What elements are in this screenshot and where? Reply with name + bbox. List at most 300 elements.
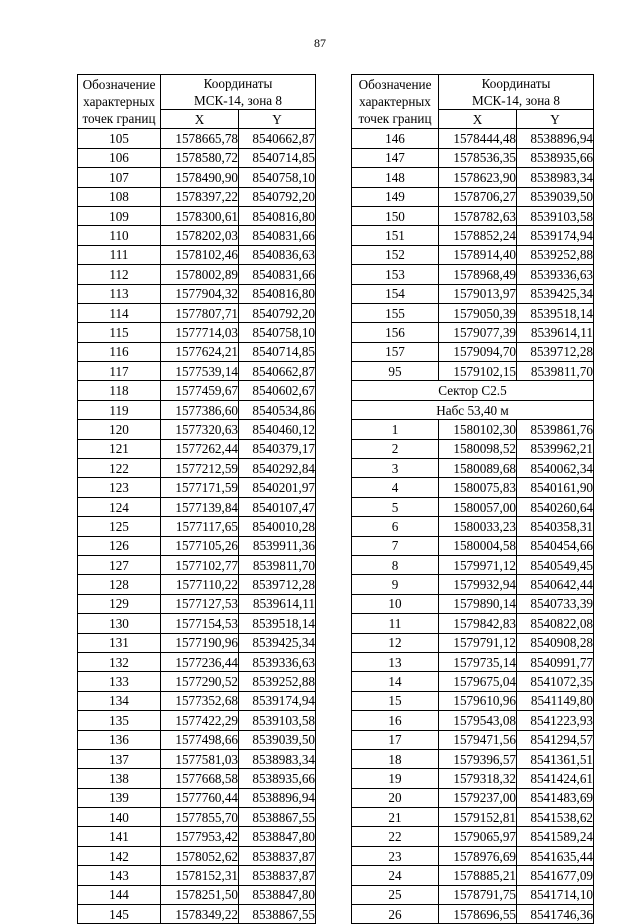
x-coordinate-cell: 1579842,83 [439, 614, 517, 633]
x-column-header: X [439, 110, 517, 129]
y-coordinate-cell: 8538983,34 [239, 749, 316, 768]
y-coordinate-cell: 8540602,67 [239, 381, 316, 400]
point-id-cell: 155 [352, 303, 439, 322]
x-coordinate-cell: 1577110,22 [161, 575, 239, 594]
x-coordinate-cell: 1577624,21 [161, 342, 239, 361]
x-coordinate-cell: 1577190,96 [161, 633, 239, 652]
point-id-cell: 18 [352, 749, 439, 768]
y-coordinate-cell: 8539174,94 [517, 226, 594, 245]
point-id-cell: 17 [352, 730, 439, 749]
y-coordinate-cell: 8540379,17 [239, 439, 316, 458]
point-id-cell: 6 [352, 517, 439, 536]
table-row [78, 594, 316, 613]
y-coordinate-cell: 8539518,14 [239, 614, 316, 633]
point-id-cell: 123 [78, 478, 161, 497]
x-coordinate-cell: 1578251,50 [161, 885, 239, 904]
y-coordinate-cell: 8540908,28 [517, 633, 594, 652]
table-row [78, 905, 316, 924]
table-row [352, 691, 594, 710]
y-coordinate-cell: 8539811,70 [239, 555, 316, 574]
point-id-cell: 115 [78, 323, 161, 342]
x-coordinate-cell: 1578914,40 [439, 245, 517, 264]
y-column-header: Y [517, 110, 594, 129]
table-row [78, 381, 316, 400]
table-row [352, 749, 594, 768]
y-coordinate-cell: 8540662,87 [239, 129, 316, 148]
x-coordinate-cell: 1577807,71 [161, 303, 239, 322]
x-coordinate-cell: 1578300,61 [161, 206, 239, 225]
table-row [78, 478, 316, 497]
table-row [352, 866, 594, 885]
point-id-cell: 137 [78, 749, 161, 768]
table-row [352, 575, 594, 594]
y-coordinate-cell: 8540792,20 [239, 187, 316, 206]
table-row [352, 303, 594, 322]
point-column-header: Обозначение характерных точек границ [78, 75, 161, 129]
x-coordinate-cell: 1578002,89 [161, 265, 239, 284]
x-coordinate-cell: 1579791,12 [439, 633, 517, 652]
y-coordinate-cell: 8540816,80 [239, 206, 316, 225]
x-coordinate-cell: 1577422,29 [161, 711, 239, 730]
point-id-cell: 10 [352, 594, 439, 613]
table-row [78, 206, 316, 225]
x-coordinate-cell: 1577459,67 [161, 381, 239, 400]
point-id-cell: 3 [352, 459, 439, 478]
x-coordinate-cell: 1577386,60 [161, 400, 239, 419]
point-id-cell: 108 [78, 187, 161, 206]
point-id-cell: 154 [352, 284, 439, 303]
point-id-cell: 13 [352, 652, 439, 671]
x-coordinate-cell: 1578706,27 [439, 187, 517, 206]
x-coordinate-cell: 1577236,44 [161, 652, 239, 671]
x-coordinate-cell: 1578444,48 [439, 129, 517, 148]
x-coordinate-cell: 1579971,12 [439, 555, 517, 574]
x-coordinate-cell: 1577105,26 [161, 536, 239, 555]
x-coordinate-cell: 1577498,66 [161, 730, 239, 749]
point-id-cell: 142 [78, 846, 161, 865]
point-id-cell: 5 [352, 497, 439, 516]
y-coordinate-cell: 8541714,10 [517, 885, 594, 904]
x-coordinate-cell: 1577581,03 [161, 749, 239, 768]
table-row [352, 788, 594, 807]
table-row [78, 808, 316, 827]
y-coordinate-cell: 8539039,50 [517, 187, 594, 206]
y-coordinate-cell: 8541361,51 [517, 749, 594, 768]
x-coordinate-cell: 1579543,08 [439, 711, 517, 730]
y-coordinate-cell: 8540792,20 [239, 303, 316, 322]
table-row [352, 245, 594, 264]
point-id-cell: 116 [78, 342, 161, 361]
x-coordinate-cell: 1578152,31 [161, 866, 239, 885]
x-coordinate-cell: 1579396,57 [439, 749, 517, 768]
table-row [78, 284, 316, 303]
point-id-cell: 113 [78, 284, 161, 303]
point-id-cell: 134 [78, 691, 161, 710]
y-coordinate-cell: 8540831,66 [239, 226, 316, 245]
point-id-cell: 129 [78, 594, 161, 613]
point-id-cell: 148 [352, 168, 439, 187]
y-coordinate-cell: 8540991,77 [517, 652, 594, 671]
point-id-cell: 136 [78, 730, 161, 749]
x-coordinate-cell: 1579077,39 [439, 323, 517, 342]
table-row [78, 614, 316, 633]
y-coordinate-cell: 8539962,21 [517, 439, 594, 458]
x-coordinate-cell: 1578791,75 [439, 885, 517, 904]
y-coordinate-cell: 8541677,09 [517, 866, 594, 885]
point-id-cell: 124 [78, 497, 161, 516]
x-coordinate-cell: 1579471,56 [439, 730, 517, 749]
table-row [78, 827, 316, 846]
y-coordinate-cell: 8541424,61 [517, 769, 594, 788]
x-coordinate-cell: 1579102,15 [439, 362, 517, 381]
table-row [352, 497, 594, 516]
section-title: Сектор С2.5 [352, 381, 594, 400]
point-id-cell: 9 [352, 575, 439, 594]
section-subtitle: Набс 53,40 м [352, 400, 594, 419]
point-id-cell: 135 [78, 711, 161, 730]
x-coordinate-cell: 1577127,53 [161, 594, 239, 613]
x-coordinate-cell: 1577855,70 [161, 808, 239, 827]
y-coordinate-cell: 8538896,94 [517, 129, 594, 148]
x-coordinate-cell: 1578852,24 [439, 226, 517, 245]
y-coordinate-cell: 8538867,55 [239, 905, 316, 924]
table-row [352, 148, 594, 167]
y-coordinate-cell: 8540107,47 [239, 497, 316, 516]
x-coordinate-cell: 1577320,63 [161, 420, 239, 439]
x-coordinate-cell: 1577212,59 [161, 459, 239, 478]
x-coordinate-cell: 1577154,53 [161, 614, 239, 633]
x-coordinate-cell: 1579932,94 [439, 575, 517, 594]
x-coordinate-cell: 1577352,68 [161, 691, 239, 710]
table-row [78, 555, 316, 574]
table-row [78, 536, 316, 555]
y-coordinate-cell: 8538847,80 [239, 885, 316, 904]
point-id-cell: 145 [78, 905, 161, 924]
table-row [78, 168, 316, 187]
y-coordinate-cell: 8539103,58 [239, 711, 316, 730]
y-coordinate-cell: 8539712,28 [239, 575, 316, 594]
point-id-cell: 150 [352, 206, 439, 225]
point-id-cell: 19 [352, 769, 439, 788]
table-row [78, 730, 316, 749]
x-coordinate-cell: 1580089,68 [439, 459, 517, 478]
point-id-cell: 120 [78, 420, 161, 439]
point-id-cell: 122 [78, 459, 161, 478]
table-row [78, 420, 316, 439]
table-row [352, 672, 594, 691]
table-row [78, 265, 316, 284]
table-row [78, 362, 316, 381]
x-coordinate-cell: 1578536,35 [439, 148, 517, 167]
y-coordinate-cell: 8538837,87 [239, 846, 316, 865]
table-row [352, 362, 594, 381]
y-coordinate-cell: 8539252,88 [239, 672, 316, 691]
point-id-cell: 140 [78, 808, 161, 827]
point-id-cell: 144 [78, 885, 161, 904]
point-id-cell: 133 [78, 672, 161, 691]
y-coordinate-cell: 8539174,94 [239, 691, 316, 710]
x-coordinate-cell: 1577714,03 [161, 323, 239, 342]
x-coordinate-cell: 1577904,32 [161, 284, 239, 303]
y-coordinate-cell: 8538935,66 [517, 148, 594, 167]
point-column-header: Обозначение характерных точек границ [352, 75, 439, 129]
table-row [78, 691, 316, 710]
table-row [352, 284, 594, 303]
table-row [352, 420, 594, 439]
y-coordinate-cell: 8539336,63 [239, 652, 316, 671]
table-row [352, 730, 594, 749]
x-coordinate-cell: 1580098,52 [439, 439, 517, 458]
table-row [352, 459, 594, 478]
point-id-cell: 127 [78, 555, 161, 574]
point-id-cell: 139 [78, 788, 161, 807]
y-coordinate-cell: 8539252,88 [517, 245, 594, 264]
point-id-cell: 16 [352, 711, 439, 730]
x-coordinate-cell: 1578397,22 [161, 187, 239, 206]
point-id-cell: 153 [352, 265, 439, 284]
table-row [78, 885, 316, 904]
point-id-cell: 143 [78, 866, 161, 885]
point-id-cell: 147 [352, 148, 439, 167]
x-coordinate-cell: 1577102,77 [161, 555, 239, 574]
x-coordinate-cell: 1580102,30 [439, 420, 517, 439]
point-id-cell: 107 [78, 168, 161, 187]
table-row [78, 148, 316, 167]
y-coordinate-cell: 8541635,44 [517, 846, 594, 865]
y-coordinate-cell: 8541223,93 [517, 711, 594, 730]
x-coordinate-cell: 1579094,70 [439, 342, 517, 361]
table-row [78, 459, 316, 478]
table-row [352, 614, 594, 633]
y-coordinate-cell: 8540831,66 [239, 265, 316, 284]
x-coordinate-cell: 1577668,58 [161, 769, 239, 788]
coordinates-table-left [77, 74, 316, 924]
point-id-cell: 106 [78, 148, 161, 167]
y-coordinate-cell: 8538867,55 [239, 808, 316, 827]
table-row [78, 323, 316, 342]
x-coordinate-cell: 1580057,00 [439, 497, 517, 516]
x-coordinate-cell: 1578885,21 [439, 866, 517, 885]
table-row [352, 187, 594, 206]
table-row [78, 497, 316, 516]
point-id-cell: 23 [352, 846, 439, 865]
y-coordinate-cell: 8539336,63 [517, 265, 594, 284]
x-coordinate-cell: 1578665,78 [161, 129, 239, 148]
point-id-cell: 20 [352, 788, 439, 807]
point-id-cell: 2 [352, 439, 439, 458]
x-coordinate-cell: 1578968,49 [439, 265, 517, 284]
x-coordinate-cell: 1577290,52 [161, 672, 239, 691]
x-coordinate-cell: 1580033,23 [439, 517, 517, 536]
table-row [78, 749, 316, 768]
point-id-cell: 26 [352, 905, 439, 924]
point-id-cell: 146 [352, 129, 439, 148]
y-coordinate-cell: 8540822,08 [517, 614, 594, 633]
x-coordinate-cell: 1579050,39 [439, 303, 517, 322]
x-coordinate-cell: 1579013,97 [439, 284, 517, 303]
table-row [352, 885, 594, 904]
x-coordinate-cell: 1578202,03 [161, 226, 239, 245]
y-coordinate-cell: 8540758,10 [239, 168, 316, 187]
y-coordinate-cell: 8540758,10 [239, 323, 316, 342]
x-coordinate-cell: 1577262,44 [161, 439, 239, 458]
point-id-cell: 110 [78, 226, 161, 245]
x-coordinate-cell: 1579610,96 [439, 691, 517, 710]
y-coordinate-cell: 8539103,58 [517, 206, 594, 225]
point-id-cell: 121 [78, 439, 161, 458]
table-row [78, 769, 316, 788]
point-id-cell: 105 [78, 129, 161, 148]
table-row [352, 206, 594, 225]
point-id-cell: 157 [352, 342, 439, 361]
x-coordinate-cell: 1579735,14 [439, 652, 517, 671]
point-id-cell: 119 [78, 400, 161, 419]
point-id-cell: 11 [352, 614, 439, 633]
point-id-cell: 151 [352, 226, 439, 245]
table-row [352, 905, 594, 924]
table-row [78, 342, 316, 361]
table-row [78, 575, 316, 594]
point-id-cell: 149 [352, 187, 439, 206]
table-row [78, 846, 316, 865]
table-row [352, 439, 594, 458]
x-coordinate-cell: 1578490,90 [161, 168, 239, 187]
x-coordinate-cell: 1579237,00 [439, 788, 517, 807]
table-row [352, 323, 594, 342]
y-coordinate-cell: 8540714,85 [239, 342, 316, 361]
point-id-cell: 114 [78, 303, 161, 322]
x-coordinate-cell: 1579675,04 [439, 672, 517, 691]
point-id-cell: 141 [78, 827, 161, 846]
y-coordinate-cell: 8540010,28 [239, 517, 316, 536]
y-coordinate-cell: 8539039,50 [239, 730, 316, 749]
table-row [78, 226, 316, 245]
table-row [352, 129, 594, 148]
table-row [352, 168, 594, 187]
point-id-cell: 156 [352, 323, 439, 342]
y-coordinate-cell: 8538896,94 [239, 788, 316, 807]
y-coordinate-cell: 8540201,97 [239, 478, 316, 497]
y-coordinate-cell: 8541483,69 [517, 788, 594, 807]
point-id-cell: 130 [78, 614, 161, 633]
table-row [352, 555, 594, 574]
point-id-cell: 118 [78, 381, 161, 400]
table-row [352, 633, 594, 652]
y-coordinate-cell: 8539911,36 [239, 536, 316, 555]
y-coordinate-cell: 8540260,64 [517, 497, 594, 516]
point-id-cell: 131 [78, 633, 161, 652]
y-coordinate-cell: 8541294,57 [517, 730, 594, 749]
table-row [78, 400, 316, 419]
table-row [78, 711, 316, 730]
table-row [352, 478, 594, 497]
table-row [352, 594, 594, 613]
coordinates-column-header: Координаты МСК-14, зона 8 [161, 75, 316, 110]
y-coordinate-cell: 8541149,80 [517, 691, 594, 710]
y-coordinate-cell: 8540816,80 [239, 284, 316, 303]
x-coordinate-cell: 1579065,97 [439, 827, 517, 846]
x-coordinate-cell: 1578623,90 [439, 168, 517, 187]
table-row [352, 342, 594, 361]
point-id-cell: 95 [352, 362, 439, 381]
y-coordinate-cell: 8538935,66 [239, 769, 316, 788]
point-id-cell: 14 [352, 672, 439, 691]
y-coordinate-cell: 8540161,90 [517, 478, 594, 497]
y-coordinate-cell: 8540714,85 [239, 148, 316, 167]
y-coordinate-cell: 8538983,34 [517, 168, 594, 187]
y-column-header: Y [239, 110, 316, 129]
table-row [352, 517, 594, 536]
y-coordinate-cell: 8539614,11 [239, 594, 316, 613]
table-row [78, 633, 316, 652]
table-row [78, 517, 316, 536]
x-coordinate-cell: 1579890,14 [439, 594, 517, 613]
x-coordinate-cell: 1579318,32 [439, 769, 517, 788]
table-row [78, 866, 316, 885]
y-coordinate-cell: 8538847,80 [239, 827, 316, 846]
point-id-cell: 111 [78, 245, 161, 264]
point-id-cell: 128 [78, 575, 161, 594]
x-coordinate-cell: 1580004,58 [439, 536, 517, 555]
y-coordinate-cell: 8539861,76 [517, 420, 594, 439]
table-row [352, 827, 594, 846]
x-coordinate-cell: 1578052,62 [161, 846, 239, 865]
point-id-cell: 1 [352, 420, 439, 439]
y-coordinate-cell: 8538837,87 [239, 866, 316, 885]
x-coordinate-cell: 1578349,22 [161, 905, 239, 924]
y-coordinate-cell: 8539425,34 [239, 633, 316, 652]
y-coordinate-cell: 8540733,39 [517, 594, 594, 613]
coordinates-column-header: Координаты МСК-14, зона 8 [439, 75, 594, 110]
point-id-cell: 109 [78, 206, 161, 225]
x-column-header: X [161, 110, 239, 129]
x-coordinate-cell: 1578976,69 [439, 846, 517, 865]
x-coordinate-cell: 1577171,59 [161, 478, 239, 497]
table-row [352, 265, 594, 284]
y-coordinate-cell: 8539518,14 [517, 303, 594, 322]
y-coordinate-cell: 8540662,87 [239, 362, 316, 381]
x-coordinate-cell: 1579152,81 [439, 808, 517, 827]
section-subtitle-row [352, 400, 594, 419]
y-coordinate-cell: 8541589,24 [517, 827, 594, 846]
table-row [78, 303, 316, 322]
x-coordinate-cell: 1577139,84 [161, 497, 239, 516]
point-id-cell: 117 [78, 362, 161, 381]
point-id-cell: 132 [78, 652, 161, 671]
table-row [78, 187, 316, 206]
point-id-cell: 15 [352, 691, 439, 710]
y-coordinate-cell: 8541538,62 [517, 808, 594, 827]
y-coordinate-cell: 8540292,84 [239, 459, 316, 478]
y-coordinate-cell: 8540358,31 [517, 517, 594, 536]
table-row [78, 672, 316, 691]
table-row [352, 711, 594, 730]
x-coordinate-cell: 1580075,83 [439, 478, 517, 497]
x-coordinate-cell: 1577760,44 [161, 788, 239, 807]
point-id-cell: 138 [78, 769, 161, 788]
y-coordinate-cell: 8540460,12 [239, 420, 316, 439]
point-id-cell: 152 [352, 245, 439, 264]
table-row [352, 652, 594, 671]
point-id-cell: 24 [352, 866, 439, 885]
point-id-cell: 112 [78, 265, 161, 284]
point-id-cell: 22 [352, 827, 439, 846]
y-coordinate-cell: 8540062,34 [517, 459, 594, 478]
x-coordinate-cell: 1578580,72 [161, 148, 239, 167]
point-id-cell: 12 [352, 633, 439, 652]
x-coordinate-cell: 1578696,55 [439, 905, 517, 924]
table-row [78, 788, 316, 807]
